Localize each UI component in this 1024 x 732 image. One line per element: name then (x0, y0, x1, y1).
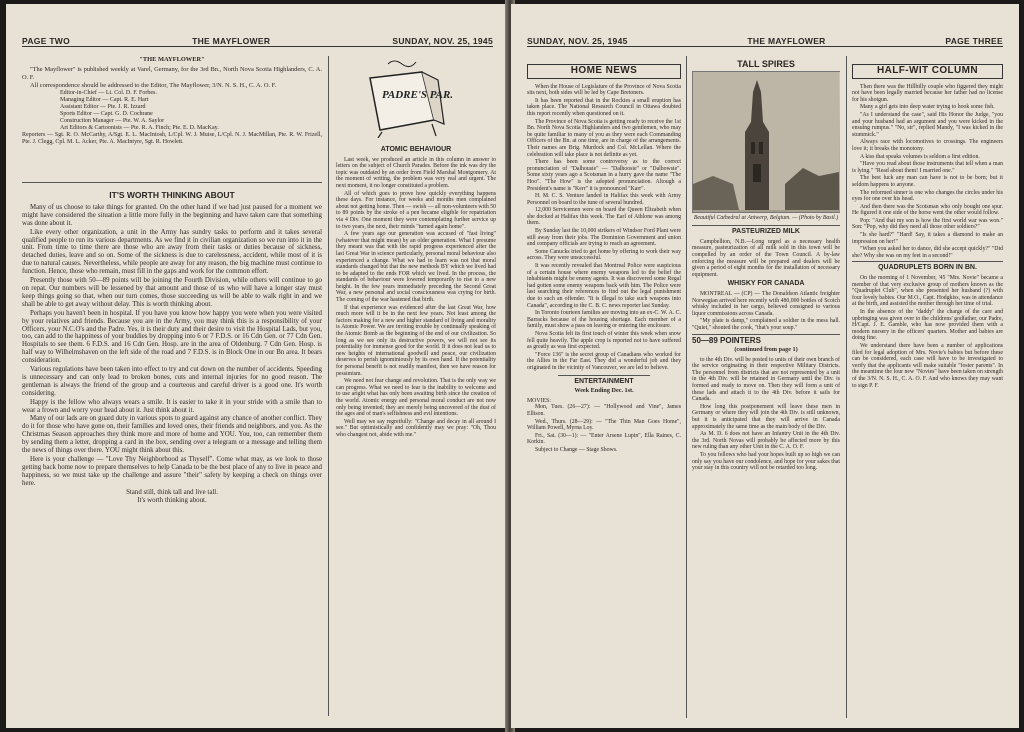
joke: A kiss that speaks volumes is seldom a first edition. (860, 153, 980, 160)
atomic-title: ATOMIC BEHAVIOUR (380, 146, 452, 153)
paragraph: Some Canucks tried to get home by offering to work their way across. They were unsuccessful. (527, 248, 681, 262)
cathedral-photo (692, 71, 840, 213)
paragraph: Various regulations have been taken into effect to try and cut down on the number of accidents. Speeding is unnecessary and can only lead to broken bones, cuts and internal injuries for no good reason. The gentleman is always the friend of the group and a courteous and careful driver is a good one. It's worth considering. (22, 366, 322, 397)
paragraph: When the House of Legislature of the Province of Nova Scotia sits next, both sides will be led by Cape Bretoners. (527, 83, 681, 97)
movies-label: MOVIES: (527, 397, 551, 404)
paragraph: By Sunday last the 10,000 strikers of Windsor Ford Plant were still away from their jobs. The Dominion Government and union and company officials are trying to reach an agreement. (527, 228, 681, 248)
joke: The reformed sinner is one who changes the circles under his eyes for one over his head. (852, 189, 1003, 203)
closing-line: Stand still, think tall and live tall. (126, 488, 218, 496)
paper-name: THE MAYFLOWER (747, 36, 826, 46)
paragraph: As M. D. 6 does not have an Infantry Unit in the 4th Div. the 3rd. North Novas will probably be affected more by this new ruling than any other Unit in the C. A. O. F. (692, 431, 840, 451)
paragraph: We understand there have been a number of applications filed for legal adoption of Mrs. Novie's babies but before these can be considered, each case will have to be investigated to verify that the applicants will make suitable "foster parents". In the meantime the four new "Novies" have been taken on strength of the 3/N. N. S. H., C. A. O. F. And who knows they may want to sign P. F. (852, 342, 1003, 389)
divider (22, 182, 322, 183)
paragraph: MONTREAL — (CP) — The Donaldson Atlantic freighter Norwegian arrived here recently with 480,000 bottles of Scotch whisky included in her cargo, believed consigned to various liquor commissions across Canada. (692, 290, 840, 317)
paragraph: Well may we say regretfully: "Change and decay in all around I see." But optimistically and confidently may we pray: "Oh, Thou who changest not, abide with me." (336, 418, 496, 438)
paragraph: Happy is the fellow who always wears a smile. It is easier to take it in your stride with a smile than to wear a frown and worry your head about it. Just think about it. (22, 398, 322, 414)
paragraph: In the absence of the "daddy" the charge of the care and upbringing was given over to the childrens' godfather, our Padre, H/Capt. J. E. Gamble, who has now provided them with a modern nursery in the officers' quarters. Mother and babies are doing fine. (852, 309, 1003, 342)
half-wit-title: HALF-WIT COLUMN (852, 64, 1003, 79)
reporters: Reporters — Sgt. R. O. McCarthy, A/Sgt. E. L. MacIntosh, L/Cpl. W. J. Muise, L/Cpl. N. J. MacMillan, Pte. R. W. Frizell, Pte. J. Clegg, Cpl. M. L. Acker, Pte. A. MacIntyre, Sgt. R. Howlett. (22, 132, 322, 146)
joke: Many a girl gets into deep water trying to hook some fish. (860, 104, 995, 111)
cathedral-spire-icon (693, 72, 839, 210)
paragraph: Here is your challenge — "Love Thy Neighborhood as Thyself". Come what may, as we look to those getting back home now to prepare themselves to help Canada to be the best place of any to live in peace and happiness, so we must take up the challenge and assure "their" safety by keeping a check on things over here. (22, 456, 322, 487)
staff-entry: Sports Editor — Capt. G. D. Cochrane (60, 111, 153, 118)
divider (558, 375, 650, 376)
milk-title: PASTEURIZED MILK (732, 228, 800, 236)
paragraph: Nova Scotia felt its first touch of winter this week when snow fell quite heavily. The apple crop is reported not to have suffered as greatly as was first expected. (527, 330, 681, 351)
page-three (511, 4, 1019, 728)
masthead (22, 56, 322, 178)
divider (692, 225, 840, 226)
staff-list (22, 90, 322, 132)
staff-entry: Editor-in-Chief — Lt. Col. D. F. Forbes. (60, 90, 157, 97)
masthead-line: All correspondence should be addressed to the Editor, The Mayflower, 3/N. N. S. H., C. A. O. F. (30, 81, 277, 89)
paragraph: Perhaps you haven't been in hospital. If you have you know how happy you were when you were visited by your relatives and friends. Because you are in the Army, you may think this is a responsibility of your Officers, your N.C.O's and the Padre. Yes, it is their duty and their desire to visit the Hospital Lads, but you, too, can add to the happiness of your buddies by dropping into 6 or 7 F.D.S. or 16 Cdn Gen. or 77 Cdn Gen. Hospitals to see them. 6 F.D.S. and 16 Cdn Gen. Hosp. are in the area of Oldenburg. 7 Cdn Gen. Hosp. is half way to Wilhelmshaven on the left side of the road and 7 F.D.S. is in Block One in our Bn area. It bears consideration. (22, 309, 322, 365)
divider (692, 334, 840, 335)
page-number: PAGE TWO (22, 36, 71, 46)
joke: The best luck any man can have is not to be born; but it seldom happens to anyone. (852, 175, 1003, 188)
movie-listing: Mon, Tues. (26—27): — "Hollywood and Vine", James Ellison. (527, 404, 681, 417)
paper-name: THE MAYFLOWER (192, 36, 271, 46)
staff-entry: Art Editors & Cartoonists — Pte. R. A. Finch; Pte. E. D. MacKay. (60, 125, 219, 132)
mailbox-cartoon-icon (352, 58, 452, 138)
pointers-title: 50—89 POINTERS (692, 335, 761, 345)
paragraph: "Force 136" is the secret group of Canadians who worked for the Allies in the Far East. They did a wonderful job and they originated in the vicinity of Vancouver, we are led to believe. (527, 351, 681, 371)
home-news-column (527, 62, 681, 718)
half-wit-column (852, 62, 1003, 718)
paragraph: Many of us choose to take things for granted. On the other hand if we had just paused for a moment we might have considered the situation a little more fully in the beginning and have taken care that something was done about it. (22, 203, 322, 227)
issue-date: SUNDAY, NOV. 25, 1945 (527, 36, 628, 46)
staff-entry: Construction Manager — Pte. W. A. Saylor (60, 118, 165, 125)
joke: Always race with locomotives to crossings. The engineers love it; it breaks the monotony. (852, 139, 1003, 152)
middle-column (692, 58, 840, 718)
column-rule (686, 56, 687, 718)
paragraph: H. M. C. S. Venture landed in Halifax this week with Army Personnel on board to the tune of several hundred. (527, 193, 681, 206)
paragraph: It was recently revealed that Montreal Police were suspicious of a certain house where enemy weapons led to the belief the inhabitants might be enemy agents. It was discovered some Regal had gotten some enemy weapons back with him. The Police were last searching their references to find out the legal punishment due to such an offender. "It is illegal to take such weapons into Canada", according to the C. B. C. news reporter last Sunday. (527, 263, 681, 309)
paragraph: Like every other organization, a unit in the Army has sundry tasks to perform and it takes several qualified people to run its various departments. As we find it in civilian organization so we run into it in the unit. From time to time there are those who are away from their tasks or duties because of sickness, detached duties, leave and so on. Some of the sickness is due to carelessness, accident, while most of it is due to natural causes. Nevertheless, while people are away for any reason, the big machine must continue to function. Hence, those who remain, must fill in the gaps and work for the common effort. (22, 228, 322, 276)
quadruplets-title: QUADRUPLETS BORN IN BN. (878, 264, 977, 272)
tall-spires-title: TALL SPIRES (737, 59, 795, 69)
staff-entry: Managing Editor — Capt. R. E. Hart (60, 97, 149, 104)
paragraph: A few years ago our generation was accused of "fast living" (whatever that might mean) by an older generation. What I presume they meant was that with the rapid progress experienced after the last Great War in science particularly, personal moral behaviour also experienced a change. What we had to learn was not that moral standards changed but that the new methods BY which we lived had to be adapted to the ends FOR which we lived. In the process, the standards of behaviour were lowered temporarily to rise to a new height. In the few years immediately preceding the Second Great War, a new personal and social consciousness was crying for birth. The coming of the war hastened that birth. (336, 231, 496, 304)
staff-entry: Assistant Editor — Pte. J. R. Izzard (60, 104, 146, 111)
paragraph: Last week, we produced an article in this column in answer to letters on the subject of Church Parades. Before the ink was dry the topic was outdated by an order from Field Marshal Montgomery. At the moment of writing, the problem was very real and urgent. The next moment, it no longer constituted a problem. (336, 156, 496, 189)
editorial-article (22, 186, 322, 716)
movie-listing: Wed., Thurs. (28—29): — "The Thin Man Goes Home", William Powell, Myrna Loy. (527, 418, 681, 432)
joke: "Have you read about those instruments that tell when a man is lying." "Read about them! I married one." (852, 161, 1003, 174)
page-header-left (22, 32, 493, 47)
joke: "When you asked her to dance, did she accept quickly?" "Did she? Why she was on my feet in a second!" (852, 246, 1003, 259)
page-header-right (527, 32, 1003, 47)
paragraph: 12,000 Servicemen were on board the Queen Elizabeth when she docked at Halifax this week. The Earl of Athlone was among them. (527, 207, 681, 227)
paragraph: We need not fear change and revolution. That is the only way we can progress. What we need to fear is the inability to welcome and to use aright what has only been awaiting birth since the creation of the world. Atomic energy and personal moral conduct are not now only being invented; they are merely being uncovered of the dust of the ages and of man's selfishness and evil intentions. (336, 378, 496, 418)
paragraph: On the morning of 1 November, '45 "Mrs. Novie" became a member of that very exclusive group of mothers known as the "Quadruplet Club", when she presented her husband (?) with four lovely babies. Our M.O., Capt. Hodgkiss, was in attendance at the birth, and assisted the mother through her time of trial. (852, 275, 1003, 308)
editorial-title: IT'S WORTH THINKING ABOUT (109, 190, 235, 200)
paragraph: It has been reported that in the Rockies a small eruption has taken place. The National Research Council in Ottawa doubted this report recently when questioned on it. (527, 97, 681, 117)
pointers-subtitle: (continued from page 1) (734, 346, 798, 354)
atomic-behaviour-article (336, 144, 496, 716)
entertainment-title: ENTERTAINMENT (574, 377, 634, 385)
joke: "As I understand the case", said His Honor the Judge, "you and your husband had an argument and you were kicked in the ensuing rumpus." "No, sir", replied Mandy, "I was kicked in the stummick." (852, 111, 1003, 138)
joke: Then there was the Hillbilly couple who figgered they might not have been legally married because her father had no license for his shotgun. (852, 83, 1003, 103)
joke: "My plate is damp," complained a soldier in the mess hall. "Quiet," shouted the cook, "that's your soup." (692, 318, 840, 331)
masthead-line: "The Mayflower" is published weekly at Varel, Germany, for the 3rd Bn., North Nova Scotia Highlanders, C. A. O. F. (22, 66, 322, 81)
paragraph: The Province of Nova Scotia is getting ready to receive the 1st Bn. North Nova Scotia Highlanders and two gentlemen, who may be quite familiar to many of you as they were each Commanding Officers of the Bn. at one time, are in charge of the arrangements. Their names are Brig. Murdock and Col. McLellan. Where the celebration will take place is not definite as yet. (527, 118, 681, 158)
paragraph: There has been some controversy as to the correct pronunciation of "Dalhousie" — "Dalhoosie" or "Dalhowsie". Some sixty years ago a Scotsman in a hurry gave the name "The Hoo". "The How" is the adopted pronunciation. Altough a President's name is "Kerr" it is pronounced "Karr". (527, 159, 681, 192)
photo-caption: Beautiful Cathedral at Antwerp, Belgium. — (Photo by Basil.) (693, 214, 839, 221)
page-number: PAGE THREE (945, 36, 1003, 46)
issue-date: SUNDAY, NOV. 25, 1945 (392, 36, 493, 46)
joke: And then there was the Scotsman who only bought one spur. He figured it one side of the horse went the other would follow. (852, 203, 1003, 217)
paragraph: To you fellows who had your hopes built up so high we can only say you have our condolence, and hope for your sakes that your stay in this country will not be retarded too long. (692, 452, 840, 472)
home-news-title: HOME NEWS (527, 64, 681, 79)
paragraph: If that experience was evidenced after the last Great War, how much more will it be in the next few years. Not least among the factors making for a new and higher standard of living and morality is Atomic Power. We are inviting trouble by continually speaking of the Atomic Bomb as the beginning of the end of our civilization. So long as we see only its destructive powers, we will not see its potentiality for immense good for the world. If it does not lead us to new heights of international goodwill and peace, our civilization deserves to perish ignominiously by its own hand. If the potentiality for personal benefit is not readily manifest, then we have reason for pessimism. (336, 304, 496, 377)
entertainment-subtitle: Week Ending Dec. 1st. (574, 387, 634, 395)
movie-listing: Subject to Change — Stage Shows. (535, 446, 618, 453)
paragraph: How long this postponement will leave these men in Germany or where they will join the 4th Div. is still unknown, but it is anticipated that they will arrive in Canada approximately the same time as the main body of the Div. (692, 403, 840, 430)
paragraph: Presently those with 50—89 points will be joining the Fourth Division, while others will continue to go on repat. Our numbers will be lessened by that amount and those of us who will have a longer stay must keep things going so that, when our turn comes, those succeeding us will be able to walk right in and we shall be able to get away without delay. This is worth thinking about. (22, 277, 322, 308)
joke: Pop: "And that my son is how the first world war was won." Son: "Pop, why did they need all those other soldiers?" (852, 217, 1003, 231)
column-rule (846, 56, 847, 718)
cartoon-sign-text: PADRE'S PAR... (382, 89, 452, 101)
paragraph: Campbellton, N.B.—Long urged as a necessary health measure, pasteurization of all milk sold in this town will be compelled by an order of the Town Council. A by-law enforcing the measure will be prepared and dealers will be given a period of eight months for the installation of necessary equipment. (692, 238, 840, 278)
whisky-title: WHISKY FOR CANADA (727, 280, 805, 288)
page-two (6, 4, 509, 728)
joke: "Is she hard?" "Hard! Say, it takes a diamond to make an impression on her!" (852, 232, 1003, 245)
paragraph: All of which goes to prove how quickly everything happens these days. For instance, for weeks and months men complained about not getting home. Then — swish — all non-volunteers with 50 to 89 points by the stroke of a pen became eligible for repatriation via 4 Div. One moment they were contemplating further service up to two years, the next, their minds "turned again home". (336, 190, 496, 230)
closing-line: It's worth thinking about. (137, 496, 207, 504)
paragraph: In Toronto fourteen families are moving into an ex-C. W. A. C. Barracks because of the housing shortage. Each member of a family, must show a pass on leaving or entering the enclosure. (527, 310, 681, 330)
movie-listing: Fri., Sat. (30—1): — "Enter Arsene Lupin", Ella Raines, C. Korkin. (527, 432, 681, 446)
divider (852, 261, 1003, 262)
paragraph: Many of our lads are on guard duty in various spots to guard against any chance of another conflict. They do it for those who have gone on, their families and loved ones, their friends and neighbors, and you. As the Christmas Season approaches they think more and more of home and YOU. You, too, can remember them by sending them a letter, dropping a card in the box, sending over a telegram or a message and telling them the news of things over there. YOU might think about this. (22, 415, 322, 455)
masthead-title: "THE MAYFLOWER" (139, 56, 205, 63)
column-rule (328, 56, 329, 716)
paragraph: to the 4th Div. will be posted to units of their own branch of the service originating in their respective Military Districts. The personnel from districts that are not represented by a unit in the 4th Div. will be retained in Germany until the Div. is formed and ready to move on. Then they will form a unit of these lads and attach it to the 4th Div. before it sails for Canada. (692, 356, 840, 403)
padre-cartoon (352, 58, 452, 138)
